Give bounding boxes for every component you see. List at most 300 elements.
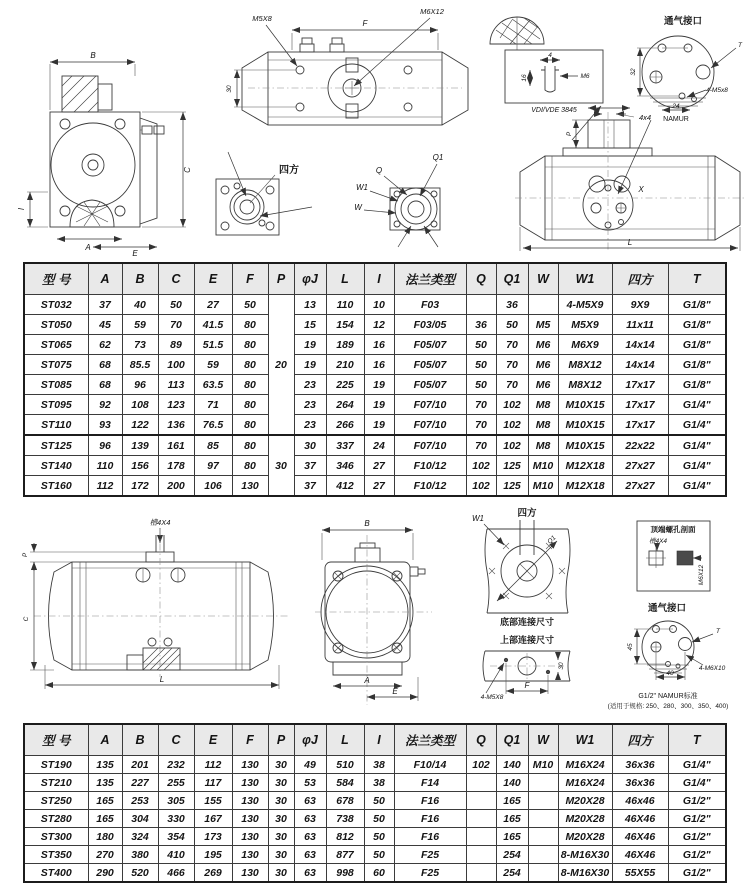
thread-callout: M6X12 [420,7,444,16]
table-cell: 30 [268,846,294,864]
table-row [24,774,726,792]
dim-label: P [566,131,573,137]
actuator-end-view-drawing [17,51,192,258]
table-cell: M12X18 [558,476,612,497]
table-cell: 30 [268,756,294,774]
table-cell: 330 [158,810,194,828]
table-cell: M6 [528,335,558,355]
table-cell: 112 [194,756,232,774]
standard-caption: VDI/VDE 3845 [531,107,577,114]
table-cell: 324 [122,828,158,846]
table-cell: F10/14 [394,756,466,774]
table-cell: 266 [326,415,364,436]
dim-label: 4x4 [638,113,652,122]
table-cell: G1/8" [668,315,726,335]
table-cell: M6 [528,355,558,375]
table-cell [528,846,558,864]
table-cell: 102 [466,476,496,497]
table-cell: 85.5 [122,355,158,375]
model-cell: ST110 [24,415,88,436]
table-cell: 15 [294,315,326,335]
table-cell: M6 [528,375,558,395]
table-row [24,315,726,335]
model-cell: ST160 [24,476,88,497]
table-cell: 27x27 [612,456,668,476]
column-header: Q [466,263,496,295]
table-cell: 71 [194,395,232,415]
table-cell: M10X15 [558,395,612,415]
column-header: W1 [558,724,612,756]
table-cell: 80 [232,435,268,456]
column-header: L [326,724,364,756]
table-cell: 50 [466,355,496,375]
table-cell: 210 [326,355,364,375]
table-cell: 255 [158,774,194,792]
table-cell: 8-M16X30 [558,846,612,864]
model-cell: ST125 [24,435,88,456]
table-cell: M8 [528,415,558,436]
table-cell: F03 [394,295,466,315]
table-cell: 112 [88,476,122,497]
column-header: B [122,724,158,756]
table-cell: 53 [294,774,326,792]
table-cell: 998 [326,864,364,883]
table-cell: M8 [528,395,558,415]
spec-table-small-models [23,262,727,497]
table-cell: F05/07 [394,335,466,355]
dim-label: 4 [548,52,552,59]
model-cell: ST032 [24,295,88,315]
model-cell: ST190 [24,756,88,774]
table-cell: G1/4" [668,774,726,792]
top-screw-hole-section-drawing [637,521,710,591]
table-cell: 130 [232,476,268,497]
table-cell: F07/10 [394,415,466,436]
column-header: F [232,724,268,756]
table-cell: M8 [528,435,558,456]
table-cell: G1/4" [668,415,726,436]
top-technical-drawings [0,0,750,258]
table-cell: 584 [326,774,364,792]
column-header: E [194,724,232,756]
table-cell: 165 [496,792,528,810]
thread-callout: 4-M5x8 [706,87,728,94]
table-cell: M5X9 [558,315,612,335]
square-label: 四方 [279,165,299,176]
column-header: T [668,724,726,756]
table-cell: 14x14 [612,335,668,355]
table-cell: 63 [294,792,326,810]
square-label: 四方 [517,508,537,519]
table-cell: G1/4" [668,476,726,497]
table-cell [466,828,496,846]
dim-label: W1 [356,183,368,192]
table-cell: 290 [88,864,122,883]
table-cell: 76.5 [194,415,232,436]
view-caption: 上部连接尺寸 [499,635,555,645]
table-cell: 46X46 [612,828,668,846]
table-cell: 135 [88,774,122,792]
column-header: I [364,724,394,756]
model-cell: ST140 [24,456,88,476]
table-cell: 46X46 [612,846,668,864]
table-cell: 254 [496,864,528,883]
dim-label: A [85,243,91,252]
table-cell: 80 [232,375,268,395]
large-actuator-side-view-drawing [22,518,288,689]
table-cell: G1/2" [668,810,726,828]
table-cell: 36x36 [612,774,668,792]
table-cell: 63 [294,828,326,846]
thread-callout: 4-M5X8 [480,694,504,701]
dim-label: 32 [630,68,637,76]
column-header: A [88,263,122,295]
table-cell: 68 [88,355,122,375]
table-cell: M10X15 [558,415,612,436]
column-header: P [268,724,294,756]
table-cell: 130 [232,828,268,846]
table-cell: 130 [232,774,268,792]
table-cell: 16 [364,355,394,375]
table-cell: 70 [496,375,528,395]
column-header: P [268,263,294,295]
table-cell: G1/2" [668,792,726,810]
column-header: A [88,724,122,756]
table-cell [528,792,558,810]
table-cell: 140 [496,774,528,792]
table-cell: 55X55 [612,864,668,883]
table-cell: 812 [326,828,364,846]
table-cell: 45 [88,315,122,335]
table-cell: 125 [496,456,528,476]
column-header: L [326,263,364,295]
table-cell: 189 [326,335,364,355]
table-cell: 4-M5X9 [558,295,612,315]
vent-title: 通气接口 [647,603,687,614]
header-row [24,263,726,295]
table-cell: 19 [294,335,326,355]
table-cell: F05/07 [394,375,466,395]
table-cell: G1/2" [668,846,726,864]
slot-callout: 槽4X4 [648,538,668,545]
model-cell: ST300 [24,828,88,846]
table-cell [466,295,496,315]
table-cell: 70 [466,415,496,436]
table-cell: 70 [158,315,194,335]
table-cell: 59 [122,315,158,335]
table-cell: G1/8" [668,355,726,375]
table-cell: 102 [466,756,496,774]
table-cell [466,810,496,828]
table-cell: 27x27 [612,476,668,497]
bottom-connection-drawing [472,507,570,627]
table-cell: 46X46 [612,810,668,828]
table-cell: 113 [158,375,194,395]
table-cell: 30 [268,810,294,828]
table-cell: 80 [232,335,268,355]
column-header: 四方 [612,724,668,756]
table-cell: 63 [294,864,326,883]
table-cell: 40 [122,295,158,315]
table-cell: 232 [158,756,194,774]
table-cell: 50 [364,828,394,846]
table-cell: 110 [88,456,122,476]
table-cell: F05/07 [394,355,466,375]
table-cell: 38 [364,774,394,792]
dim-label: X [638,185,644,194]
table-cell: 165 [496,810,528,828]
table-cell: M10 [528,476,558,497]
table-cell: M8X12 [558,375,612,395]
table-cell: 12 [364,315,394,335]
table-cell: M12X18 [558,456,612,476]
column-header: φJ [294,724,326,756]
table-cell: 410 [158,846,194,864]
table-cell: 27 [364,456,394,476]
table-cell: 80 [232,355,268,375]
dim-label: F [362,19,368,28]
table-cell: 37 [294,456,326,476]
model-cell: ST280 [24,810,88,828]
dim-label: F [524,681,530,690]
vdi-vde-detail-drawing [490,17,603,140]
table-cell: 738 [326,810,364,828]
column-header: I [364,263,394,295]
model-cell: ST050 [24,315,88,335]
table-cell: 30 [294,435,326,456]
table-cell: 227 [122,774,158,792]
table-cell: 17x17 [612,395,668,415]
table-cell: 117 [194,774,232,792]
table-cell: G1/8" [668,375,726,395]
table-cell: 50 [496,315,528,335]
table-cell [466,774,496,792]
table-row [24,476,726,497]
table-cell: 23 [294,375,326,395]
table-cell: 130 [232,810,268,828]
table-cell: 80 [232,456,268,476]
table-cell: M20X28 [558,828,612,846]
dim-label: C [23,616,30,622]
table-cell: 130 [232,792,268,810]
table-cell: 63.5 [194,375,232,395]
vent-title: 通气接口 [663,16,703,27]
table-cell: 195 [194,846,232,864]
square-flange-drawing [216,152,312,235]
table-cell: M10 [528,756,558,774]
table-cell: 155 [194,792,232,810]
large-actuator-end-view-drawing [315,519,432,705]
dim-label: 40 [666,670,674,677]
table-cell: 73 [122,335,158,355]
table-cell: 36x36 [612,756,668,774]
table-cell: G1/4" [668,456,726,476]
column-header: 四方 [612,263,668,295]
table-cell: 130 [232,846,268,864]
table-cell: M20X28 [558,810,612,828]
table-cell: 80 [232,315,268,335]
column-header: 型 号 [24,263,88,295]
table-row [24,828,726,846]
table-cell: 161 [158,435,194,456]
table-row [24,355,726,375]
table-cell: 173 [194,828,232,846]
column-header: W1 [558,263,612,295]
table-cell: G1/4" [668,395,726,415]
table-cell: 165 [88,792,122,810]
table-cell: 30 [268,435,294,496]
table-cell: 70 [466,395,496,415]
table-cell: 139 [122,435,158,456]
dim-label: E [132,249,138,258]
dim-label: Q1 [546,534,558,546]
table-cell: 380 [122,846,158,864]
actuator-top-view-drawing [226,7,468,125]
table-cell: G1/4" [668,756,726,774]
namur-label: NAMUR [663,116,689,123]
table-row [24,395,726,415]
table-cell: 264 [326,395,364,415]
dim-label: L [159,675,165,684]
table-row [24,846,726,864]
table-cell: F10/12 [394,476,466,497]
column-header: φJ [294,263,326,295]
standard-caption-note: (适用于规格: 250、280、300、350、400) [607,703,729,710]
table-cell: 96 [88,435,122,456]
table-cell: 270 [88,846,122,864]
column-header: 法兰类型 [394,263,466,295]
table-cell: M5 [528,315,558,335]
table-cell: 62 [88,335,122,355]
table-cell: 20 [268,295,294,436]
table-cell: F07/10 [394,435,466,456]
table-cell: 510 [326,756,364,774]
dim-label: 30 [226,85,233,93]
table-cell: 96 [122,375,158,395]
table-row [24,415,726,436]
model-cell: ST210 [24,774,88,792]
table-cell: 63 [294,810,326,828]
table-cell: 97 [194,456,232,476]
dim-label: B [90,51,96,60]
dim-label: T [738,42,742,49]
column-header: Q1 [496,724,528,756]
table-cell: 93 [88,415,122,436]
table-cell: 23 [294,395,326,415]
table-cell: 37 [88,295,122,315]
model-cell: ST350 [24,846,88,864]
dim-label: 30 [558,662,565,670]
table-cell [528,828,558,846]
table-cell: 13 [294,295,326,315]
table-cell: 50 [364,810,394,828]
model-cell: ST400 [24,864,88,883]
table-cell: M20X28 [558,792,612,810]
table-row [24,295,726,315]
dim-label: 24 [672,103,680,110]
table-cell: 130 [232,756,268,774]
table-row [24,756,726,774]
table-cell: 17x17 [612,415,668,436]
table-cell: 60 [364,864,394,883]
table-cell: 30 [268,792,294,810]
table-cell: 36 [496,295,528,315]
table-cell: 165 [88,810,122,828]
table-cell: 51.5 [194,335,232,355]
dim-label: T [716,628,720,635]
column-header: T [668,263,726,295]
column-header: 型 号 [24,724,88,756]
table-cell: 106 [194,476,232,497]
table-cell: 70 [496,355,528,375]
model-cell: ST250 [24,792,88,810]
table-cell: 102 [496,395,528,415]
table-cell: 167 [194,810,232,828]
model-cell: ST065 [24,335,88,355]
table-cell: 108 [122,395,158,415]
table-cell: 89 [158,335,194,355]
table-cell: 16 [364,335,394,355]
table-cell: 22x22 [612,435,668,456]
table-cell: 136 [158,415,194,436]
table-cell: 49 [294,756,326,774]
header-row [24,724,726,756]
dim-label: 45 [627,643,634,651]
thread-callout: 4-M6X10 [698,665,726,672]
table-cell: 100 [158,355,194,375]
column-header: C [158,263,194,295]
table-cell: 23 [294,415,326,436]
table-cell: 30 [268,864,294,883]
table-cell: 140 [496,756,528,774]
table-cell: 253 [122,792,158,810]
table-cell: 180 [88,828,122,846]
dim-label: E [392,687,398,696]
table-cell: 38 [364,756,394,774]
view-caption: 顶端螺孔剖面 [650,525,696,534]
table-cell: 9X9 [612,295,668,315]
table-cell: 50 [364,792,394,810]
column-header: Q1 [496,263,528,295]
column-header: W [528,263,558,295]
table-cell: 17x17 [612,375,668,395]
dim-label: L [627,238,633,247]
table-cell: 68 [88,375,122,395]
table-row [24,375,726,395]
view-caption: 底部连接尺寸 [499,617,555,627]
table-cell: 70 [466,435,496,456]
table-cell: 305 [158,792,194,810]
column-header: B [122,263,158,295]
table-cell: 178 [158,456,194,476]
table-cell: F16 [394,828,466,846]
table-cell: 225 [326,375,364,395]
table-cell: F14 [394,774,466,792]
table-cell: 123 [158,395,194,415]
table-cell: 50 [364,846,394,864]
table-cell: 80 [232,415,268,436]
column-header: F [232,263,268,295]
table-cell: 254 [496,846,528,864]
table-cell: 70 [496,335,528,355]
table-cell: 36 [466,315,496,335]
table-cell: M16X24 [558,756,612,774]
table-cell: 50 [466,335,496,355]
table-cell: 354 [158,828,194,846]
table-cell: 92 [88,395,122,415]
top-connection-drawing [481,634,570,701]
table-cell: 11x11 [612,315,668,335]
